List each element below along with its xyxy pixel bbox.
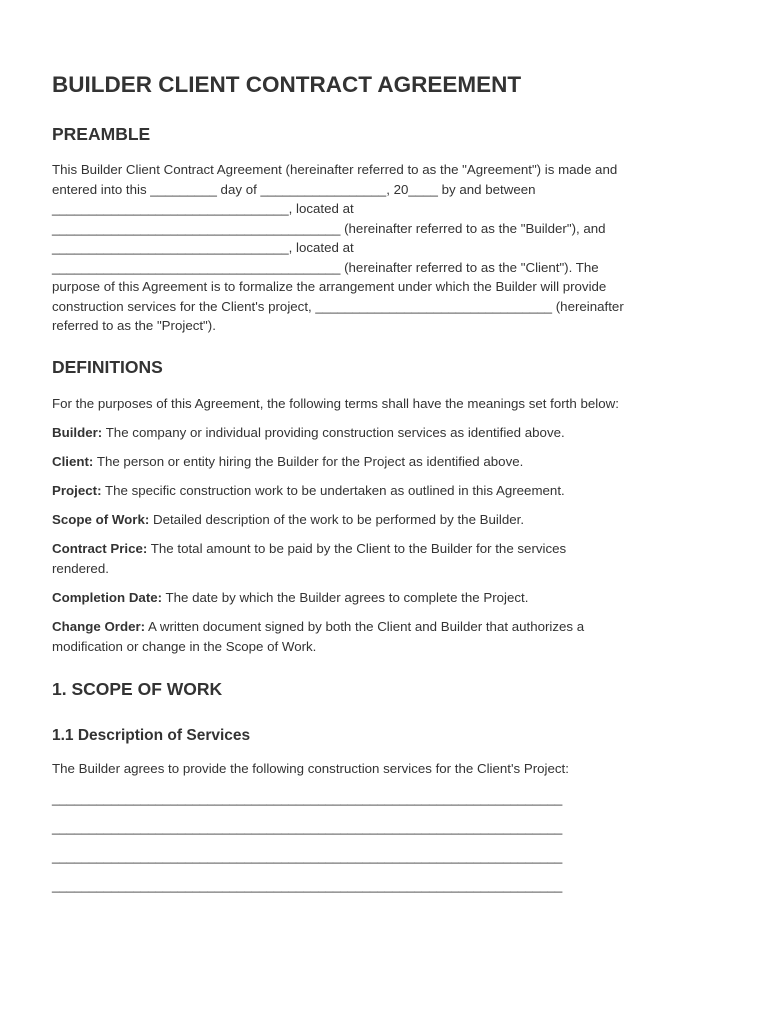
definition-term: Project:: [52, 483, 102, 498]
preamble-line: purpose of this Agreement is to formalize the arrangement under which the Builder will provide: [52, 279, 607, 294]
definition-text: modification or change in the Scope of Work.: [52, 638, 317, 654]
definition-text: The person or entity hiring the Builder for the Project as identified above.: [93, 454, 524, 469]
definition-term: Completion Date:: [52, 590, 163, 605]
document-title: BUILDER CLIENT CONTRACT AGREEMENT: [52, 72, 522, 97]
definition-text: The company or individual providing construction services as identified above.: [102, 425, 565, 440]
definition-item-completion-date: [52, 588, 528, 608]
services-blank-line[interactable]: _____________________________________________________________________: [52, 820, 563, 835]
definition-term: Contract Price:: [52, 541, 148, 556]
preamble-line: referred to as the "Project").: [52, 318, 216, 333]
definition-text: The total amount to be paid by the Client to the Builder for the services: [147, 541, 567, 556]
preamble-line: ________________________________, located at: [52, 201, 354, 216]
definitions-intro: For the purposes of this Agreement, the following terms shall have the meanings set forth below:: [52, 396, 619, 411]
services-blank-line[interactable]: _____________________________________________________________________: [52, 791, 563, 806]
preamble-line: entered into this _________ day of _________________, 20____ by and between: [52, 181, 536, 197]
definition-item-builder: [52, 423, 565, 443]
preamble-line: _______________________________________ (hereinafter referred to as the "Client"). The: [52, 259, 599, 275]
preamble-paragraph: [52, 160, 624, 336]
scope-heading: 1. SCOPE OF WORK: [52, 679, 223, 699]
scope-intro: The Builder agrees to provide the following construction services for the Client's Project:: [52, 761, 569, 776]
definition-item-scope-of-work: [52, 510, 524, 530]
preamble-line: This Builder Client Contract Agreement (hereinafter referred to as the "Agreement") is made and: [52, 162, 618, 177]
definition-text: A written document signed by both the Client and Builder that authorizes a: [145, 619, 585, 634]
preamble-line: _______________________________________ (hereinafter referred to as the "Builder"), and: [52, 220, 606, 236]
preamble-line: construction services for the Client's project, ________________________________ (hereinafter: [52, 298, 624, 314]
description-of-services-heading: 1.1 Description of Services: [52, 727, 251, 744]
definition-term: Scope of Work:: [52, 512, 150, 527]
definition-item-client: [52, 452, 523, 472]
preamble-heading: PREAMBLE: [52, 124, 151, 144]
definition-text: rendered.: [52, 560, 109, 576]
definition-item-contract-price: [52, 539, 566, 578]
definition-text: Detailed description of the work to be performed by the Builder.: [149, 512, 525, 527]
services-blank-line[interactable]: _____________________________________________________________________: [52, 878, 563, 893]
definition-text: The specific construction work to be undertaken as outlined in this Agreement.: [101, 483, 565, 498]
preamble-line: ________________________________, located at: [52, 240, 354, 255]
services-blank-line[interactable]: _____________________________________________________________________: [52, 849, 563, 864]
definition-item-project: [52, 481, 565, 501]
definition-term: Change Order:: [52, 619, 146, 634]
definitions-heading: DEFINITIONS: [52, 357, 163, 377]
definition-term: Client:: [52, 454, 94, 469]
definition-term: Builder:: [52, 425, 103, 440]
definition-text: The date by which the Builder agrees to complete the Project.: [162, 590, 529, 605]
definition-item-change-order: [52, 617, 584, 656]
